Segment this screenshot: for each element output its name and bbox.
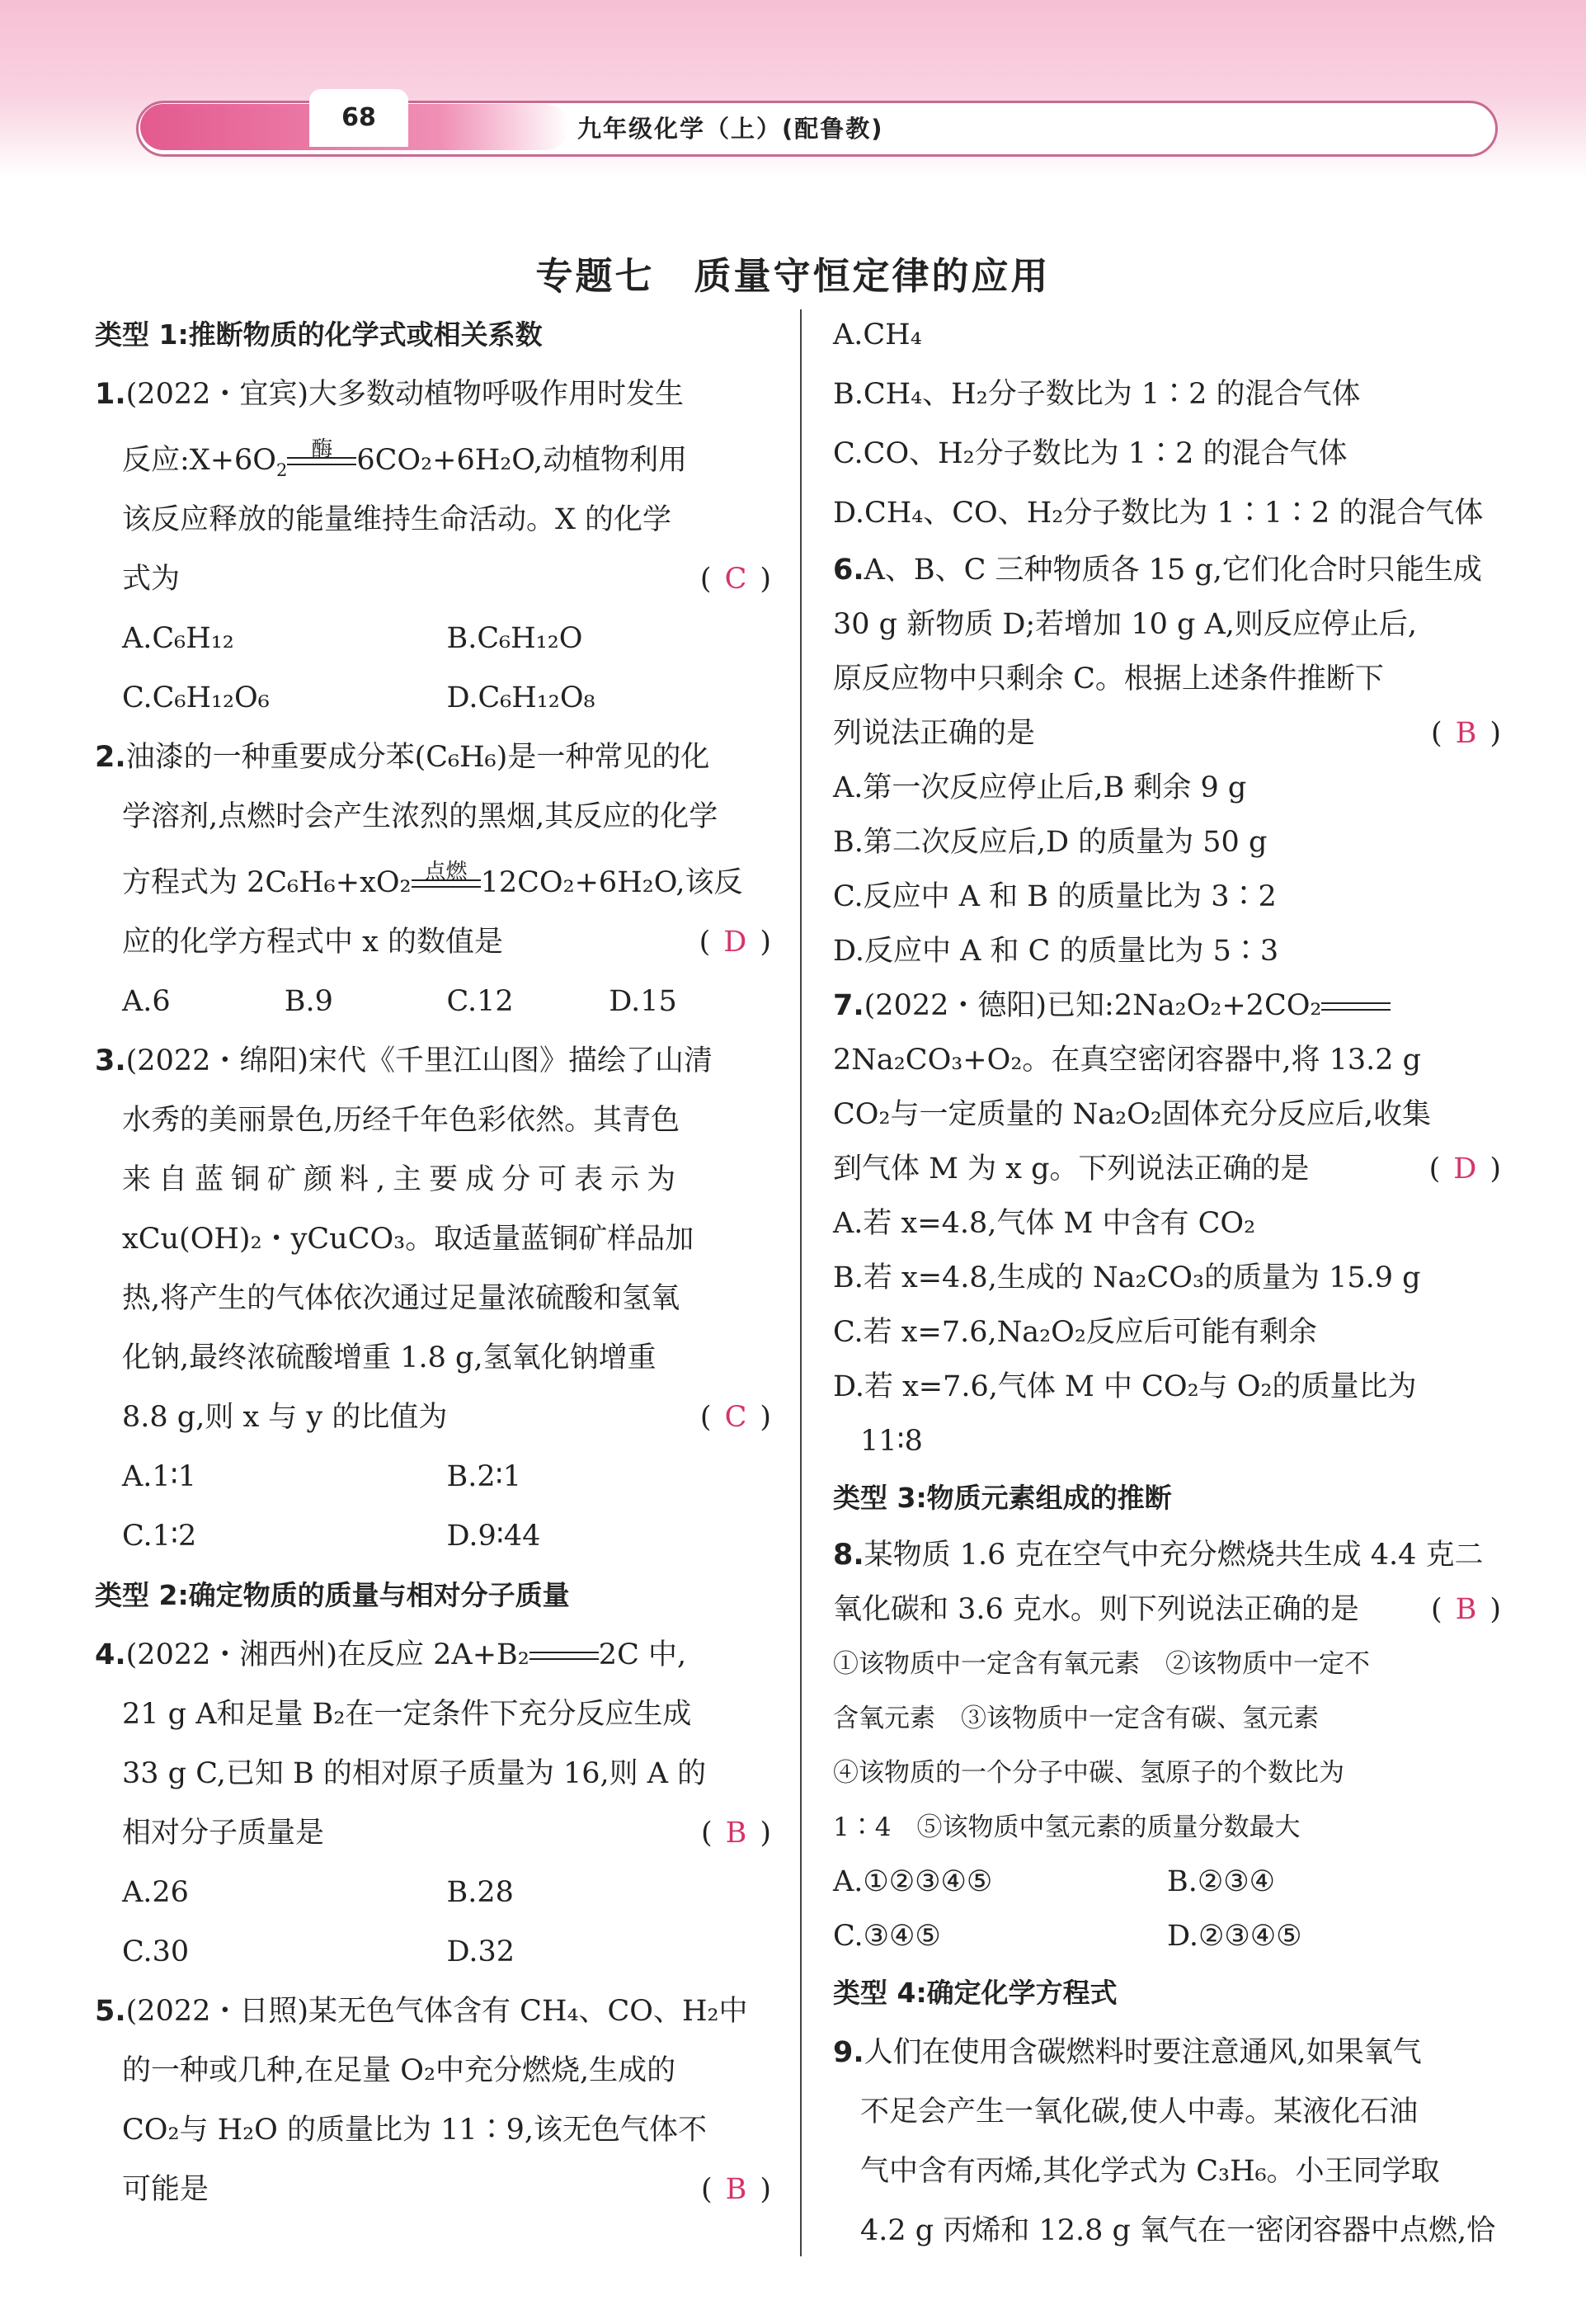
question-text: 列说法正确的是 (833, 717, 1036, 750)
reaction-equals-sign (529, 1644, 599, 1669)
question-5-options (833, 305, 1501, 543)
option: A.第一次反应停止后,B 剩余 9 g (833, 771, 1247, 804)
option: B.CH₄、H₂分子数比为 1∶2 的混合气体 (833, 378, 1361, 411)
option: A.①②③④⑤ (833, 1865, 993, 1898)
question-text: 30 g 新物质 D;若增加 10 g A,则反应停止后, (833, 608, 1418, 641)
option: A.CH₄ (833, 318, 922, 351)
question-text: 33 g C,已知 B 的相对原子质量为 16,则 A 的 (122, 1757, 707, 1790)
page-title: 专题七 质量守恒定律的应用 (535, 254, 1051, 298)
question-number: 2. (95, 741, 126, 774)
option: C.30 (122, 1935, 190, 1968)
question-text: (2022・日照)某无色气体含有 CH₄、CO、H₂中 (125, 1995, 748, 2028)
answer-choice: B (725, 1817, 747, 1850)
option: D.若 x=7.6,气体 M 中 CO₂与 O₂的质量比为 (833, 1370, 1417, 1403)
answer-bracket: ( C ) (699, 1401, 771, 1434)
subscript: 2 (276, 460, 288, 480)
answer-choice: D (723, 926, 747, 959)
question-1 (95, 365, 771, 728)
question-text: 学溶剂,点燃时会产生浓烈的黑烟,其反应的化学 (122, 800, 718, 833)
question-text: 到气体 M 为 x g。下列说法正确的是 (833, 1153, 1310, 1186)
option: D.②③④⑤ (1167, 1920, 1302, 1953)
column-divider (800, 309, 802, 2256)
answer-bracket: ( C ) (699, 563, 771, 596)
book-title: 九年级化学（上）(配鲁教) (577, 115, 884, 143)
question-number: 9. (833, 2036, 864, 2069)
question-text: 原反应物中只剩余 C。根据上述条件推断下 (833, 662, 1384, 695)
question-number: 3. (95, 1044, 126, 1077)
option: D.32 (446, 1935, 515, 1968)
question-text: (2022・绵阳)宋代《千里江山图》描绘了山清 (125, 1044, 713, 1077)
question-number: 8. (833, 1539, 864, 1572)
option: B.②③④ (1167, 1865, 1275, 1898)
option: B.28 (446, 1876, 514, 1909)
question-text: (2022・湘西州)在反应 2A+B₂ (125, 1638, 529, 1671)
option: B.第二次反应后,D 的质量为 50 g (833, 826, 1268, 859)
question-text: 8.8 g,则 x 与 y 的比值为 (122, 1401, 448, 1434)
question-text: 反应:X+6O (122, 444, 276, 477)
section-heading: 类型 3:物质元素组成的推断 (833, 1482, 1172, 1514)
question-text: 水秀的美丽景色,历经千年色彩依然。其青色 (122, 1104, 680, 1137)
option: D.CH₄、CO、H₂分子数比为 1∶1∶2 的混合气体 (833, 497, 1484, 530)
question-text: 方程式为 2C₆H₆+xO₂ (122, 866, 412, 899)
answer-choice: B (725, 2173, 747, 2206)
option: B.C₆H₁₂O (446, 622, 583, 655)
answer-choice: C (724, 1401, 747, 1434)
question-text: 21 g A和足量 B₂在一定条件下充分反应生成 (122, 1698, 692, 1731)
option: D.C₆H₁₂O₈ (446, 681, 595, 714)
option: C.C₆H₁₂O₆ (122, 681, 270, 714)
option: A.若 x=4.8,气体 M 中含有 CO₂ (833, 1207, 1256, 1240)
option: D.9∶44 (446, 1520, 541, 1553)
question-number: 4. (95, 1638, 126, 1671)
question-9 (833, 2023, 1501, 2260)
section-heading: 类型 2:确定物质的质量与相对分子质量 (95, 1579, 570, 1611)
option: D.反应中 A 和 C 的质量比为 5∶3 (833, 935, 1279, 968)
option: A.C₆H₁₂ (122, 622, 234, 655)
question-text: 化钠,最终浓硫酸增重 1.8 g,氢氧化钠增重 (122, 1341, 657, 1374)
question-text: 的一种或几种,在足量 O₂中充分燃烧,生成的 (122, 2054, 676, 2087)
question-text: 6CO₂+6H₂O,动植物利用 (356, 444, 688, 477)
reaction-equals-sign (1321, 995, 1391, 1020)
question-text: 12CO₂+6H₂O,该反 (480, 866, 743, 899)
option: C.反应中 A 和 B 的质量比为 3∶2 (833, 880, 1277, 913)
answer-bracket: ( B ) (700, 2173, 771, 2206)
option: A.6 (122, 985, 171, 1018)
question-text: 人们在使用含碳燃料时要注意通风,如果氧气 (864, 2036, 1422, 2069)
answer-bracket: ( D ) (1428, 1153, 1501, 1186)
question-8 (833, 1528, 1501, 1963)
option: A.26 (122, 1876, 189, 1909)
page-header (0, 0, 1586, 177)
question-number: 7. (833, 989, 864, 1022)
question-text: xCu(OH)₂・yCuCO₃。取适量蓝铜矿样品加 (122, 1223, 694, 1256)
answer-bracket: ( B ) (1430, 717, 1501, 750)
question-text: CO₂与 H₂O 的质量比为 11∶9,该无色气体不 (122, 2114, 708, 2147)
right-column (833, 305, 1501, 2260)
question-text: 可能是 (122, 2173, 209, 2206)
question-text: 4.2 g 丙烯和 12.8 g 氧气在一密闭容器中点燃,恰 (860, 2214, 1496, 2247)
option: B.若 x=4.8,生成的 Na₂CO₃的质量为 15.9 g (833, 1261, 1421, 1294)
answer-bracket: ( B ) (1430, 1593, 1501, 1626)
question-2 (95, 728, 771, 1031)
question-text: CO₂与一定质量的 Na₂O₂固体充分反应后,收集 (833, 1098, 1432, 1131)
answer-choice: D (1453, 1153, 1477, 1186)
statement: 1∶4 ⑤该物质中氢元素的质量分数最大 (833, 1813, 1301, 1842)
question-text: 式为 (122, 563, 181, 596)
option-continued: 11∶8 (860, 1425, 923, 1458)
question-text: 相对分子质量是 (122, 1817, 325, 1850)
question-6 (833, 543, 1501, 978)
option: C.12 (446, 985, 514, 1018)
question-text: 来自蓝铜矿颜料,主要成分可表示为 (122, 1163, 684, 1196)
question-4 (95, 1625, 771, 1982)
answer-bracket: ( D ) (699, 926, 771, 959)
option: C.CO、H₂分子数比为 1∶2 的混合气体 (833, 437, 1348, 470)
answer-choice: C (724, 563, 747, 596)
question-text: A、B、C 三种物质各 15 g,它们化合时只能生成 (864, 554, 1482, 587)
question-text: 某物质 1.6 克在空气中充分燃烧共生成 4.4 克二 (864, 1539, 1484, 1572)
question-text: 2C 中, (598, 1638, 687, 1671)
option: B.9 (284, 985, 333, 1018)
left-column (95, 305, 771, 2219)
option: B.2∶1 (446, 1460, 521, 1493)
statement: ①该物质中一定含有氧元素 ②该物质中一定不 (833, 1649, 1370, 1679)
option: C.1∶2 (122, 1520, 197, 1553)
question-text: 气中含有丙烯,其化学式为 C₃H₆。小王同学取 (860, 2155, 1440, 2188)
reaction-equals-sign (287, 436, 356, 474)
option: C.若 x=7.6,Na₂O₂反应后可能有剩余 (833, 1316, 1317, 1349)
question-number: 5. (95, 1995, 126, 2028)
question-5 (95, 1982, 771, 2219)
section-heading: 类型 1:推断物质的化学式或相关系数 (95, 318, 543, 351)
option: A.1∶1 (122, 1460, 197, 1493)
answer-choice: B (1455, 717, 1477, 750)
question-text: 该反应释放的能量维持生命活动。X 的化学 (122, 503, 672, 536)
question-text: 2Na₂CO₃+O₂。在真空密闭容器中,将 13.2 g (833, 1044, 1422, 1077)
question-text: 热,将产生的气体依次通过足量浓硫酸和氢氧 (122, 1282, 680, 1315)
question-text: 氧化碳和 3.6 克水。则下列说法正确的是 (833, 1593, 1359, 1626)
statement: ④该物质的一个分子中碳、氢原子的个数比为 (833, 1758, 1344, 1788)
question-text: 油漆的一种重要成分苯(C₆H₆)是一种常见的化 (125, 741, 710, 774)
question-text: 应的化学方程式中 x 的数值是 (122, 926, 503, 959)
page-number: 68 (309, 89, 408, 147)
question-number: 6. (833, 554, 864, 587)
statement: 含氧元素 ③该物质中一定含有碳、氢元素 (833, 1704, 1319, 1733)
question-3 (95, 1031, 771, 1566)
option: C.③④⑤ (833, 1920, 941, 1953)
question-text: (2022・宜宾)大多数动植物呼吸作用时发生 (125, 378, 685, 411)
section-heading: 类型 4:确定化学方程式 (833, 1977, 1118, 2009)
answer-choice: B (1455, 1593, 1477, 1626)
reaction-condition: 点燃 (424, 859, 468, 884)
reaction-condition: 酶 (311, 436, 333, 462)
question-text: 不足会产生一氧化碳,使人中毒。某液化石油 (860, 2095, 1419, 2128)
question-text: (2022・德阳)已知:2Na₂O₂+2CO₂ (864, 989, 1322, 1022)
answer-bracket: ( B ) (700, 1817, 771, 1850)
question-7 (833, 978, 1501, 1468)
reaction-equals-sign (412, 859, 481, 897)
option: D.15 (609, 985, 677, 1018)
question-number: 1. (95, 378, 126, 411)
